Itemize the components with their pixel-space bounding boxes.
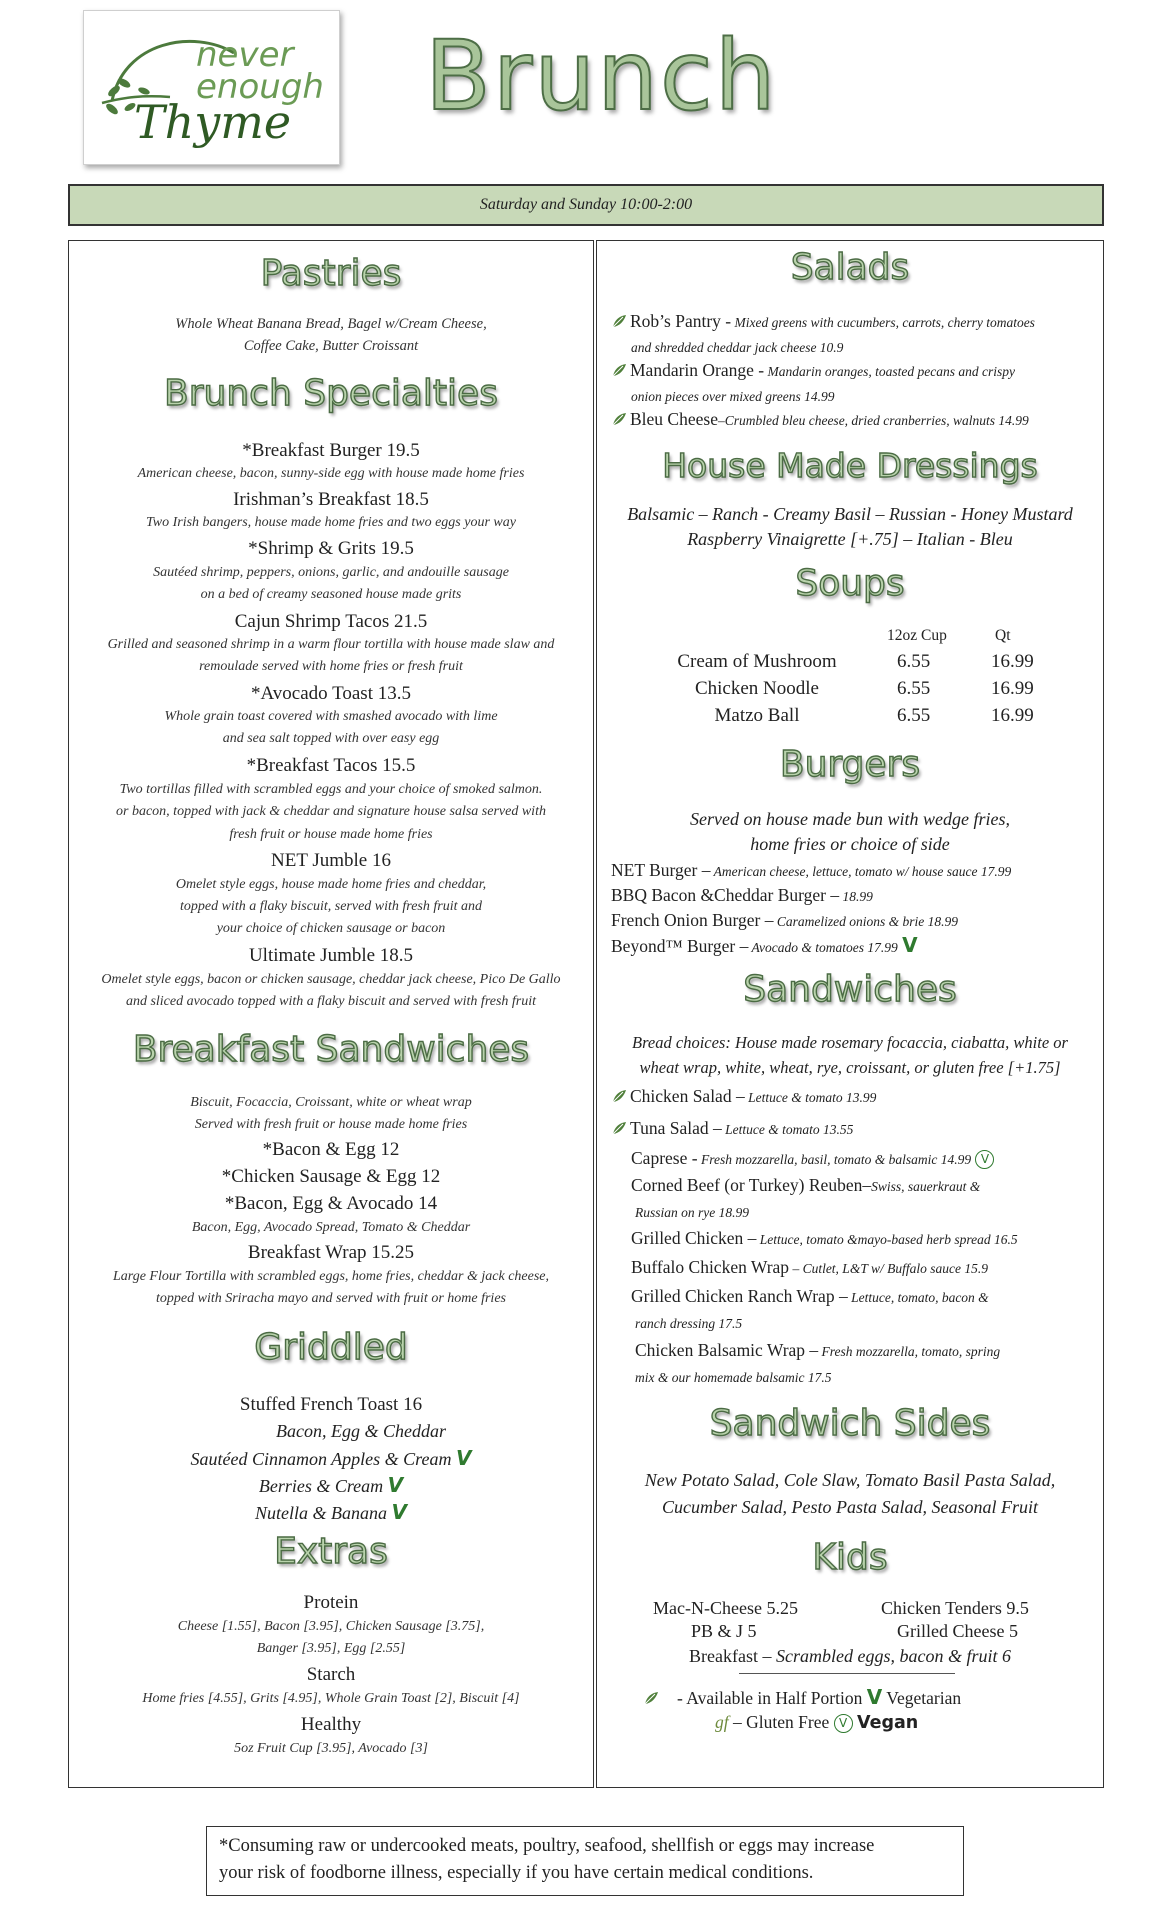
menu-item-desc: Grilled and seasoned shrimp in a warm flour tortilla with house made slaw and <box>107 637 555 652</box>
griddled-option <box>69 1500 593 1526</box>
griddled-heading: Griddled <box>254 1327 408 1368</box>
sandwich-desc-line <box>635 1199 1093 1225</box>
dressings-heading: House Made Dressings <box>662 446 1038 485</box>
disclaimer-line: your risk of foodborne illness, especially if you have certain medical conditions. <box>219 1863 814 1883</box>
menu-item-desc: Sautéed shrimp, peppers, onions, garlic, and andouille sausage <box>153 565 509 580</box>
menu-item-desc: Omelet style eggs, house made home fries and cheddar, <box>175 877 487 892</box>
burgers-intro: Served on house made bun with wedge fries, <box>690 809 1010 829</box>
sandwich-item <box>635 1338 1093 1364</box>
soup-cup-price: 6.55 <box>897 651 931 672</box>
sandwich-sides-heading: Sandwich Sides <box>709 1403 991 1444</box>
sandwich-name: Caprese - <box>631 1148 698 1168</box>
soup-cup-price: 6.55 <box>897 705 931 726</box>
menu-item-desc: fresh fruit or house made home fries <box>229 827 433 842</box>
sandwich-desc: Lettuce, tomato &mayo-based herb spread 16.5 <box>756 1232 1018 1247</box>
soup-qt-price: 16.99 <box>991 705 1034 726</box>
menu-item-desc: Whole grain toast covered with smashed avocado with lime <box>164 709 498 724</box>
extras-category: Protein <box>303 1592 359 1613</box>
vegan-icon: V <box>834 1714 853 1733</box>
burger-item <box>611 908 1093 934</box>
menu-item-name: *Breakfast Burger 19.5 <box>242 440 420 461</box>
half-portion-leaf-icon <box>611 313 627 329</box>
extras-desc: Cheese [1.55], Bacon [3.95], Chicken Sausage [3.75], <box>177 1619 485 1634</box>
menu-item-name: Irishman’s Breakfast 18.5 <box>233 489 429 510</box>
sandwich-desc: Fresh mozzarella, basil, tomato & balsamic 14.99 <box>697 1152 972 1167</box>
menu-item-desc: Two Irish bangers, house made home fries and two eggs your way <box>146 515 516 530</box>
soup-cup-price: 6.55 <box>897 678 931 699</box>
logo-text-enough: enough <box>196 67 324 107</box>
menu-item-name: *Avocado Toast 13.5 <box>251 683 411 704</box>
hours-banner: Saturday and Sunday 10:00-2:00 <box>68 184 1104 226</box>
salad-desc-line <box>631 334 1093 360</box>
sandwich-desc: Fresh mozzarella, tomato, spring <box>818 1344 1001 1359</box>
kids-item: Chicken Tenders 9.5 <box>881 1598 1029 1618</box>
burger-name: NET Burger – <box>611 860 711 880</box>
sandwich-item <box>631 1173 1093 1199</box>
menu-item-name: Cajun Shrimp Tacos 21.5 <box>234 611 428 632</box>
kids-item: Mac-N-Cheese 5.25 <box>653 1598 798 1618</box>
salads-heading: Salads <box>790 247 910 288</box>
disclaimer-line: *Consuming raw or undercooked meats, poultry, seafood, shellfish or eggs may increase <box>219 1836 875 1856</box>
griddled-option-text: Sautéed Cinnamon Apples & Cream <box>190 1449 452 1469</box>
vegetarian-icon: V <box>902 933 918 957</box>
extras-desc: Banger [3.95], Egg [2.55] <box>256 1641 406 1656</box>
menu-item-name: *Shrimp & Grits 19.5 <box>248 538 414 559</box>
menu-item-desc: Omelet style eggs, bacon or chicken sausage, cheddar jack cheese, Pico De Gallo <box>101 972 561 987</box>
menu-item-name: *Chicken Sausage & Egg 12 <box>221 1166 441 1187</box>
menu-item-name: *Breakfast Tacos 15.5 <box>246 755 416 776</box>
legend-row <box>715 1712 918 1733</box>
sides-line: New Potato Salad, Cole Slaw, Tomato Basil Pasta Salad, <box>644 1470 1056 1490</box>
menu-item-name: *Bacon, Egg & Avocado 14 <box>224 1193 438 1214</box>
griddled-option-text: Nutella & Banana <box>255 1503 387 1523</box>
sandwich-desc: Lettuce & tomato 13.99 <box>744 1090 877 1105</box>
soup-col-header: 12oz Cup <box>887 627 947 644</box>
soup-name: Cream of Mushroom <box>677 651 837 672</box>
foodborne-illness-disclaimer <box>206 1826 964 1896</box>
sandwich-item <box>611 1084 1093 1110</box>
sandwich-item <box>631 1226 1093 1252</box>
menu-item-name: Breakfast Wrap 15.25 <box>247 1242 415 1263</box>
pastries-line-2: Coffee Cake, Butter Croissant <box>243 338 419 354</box>
soup-name: Matzo Ball <box>714 705 800 726</box>
burger-name: Beyond™ Burger – <box>611 936 749 956</box>
menu-item-name: NET Jumble 16 <box>271 850 391 871</box>
divider <box>739 1673 955 1674</box>
vegetarian-icon: V <box>391 1500 407 1524</box>
menu-item-desc: and sliced avocado topped with a flaky biscuit and served with fresh fruit <box>125 994 537 1009</box>
salad-desc: onion pieces over mixed greens 14.99 <box>631 389 835 404</box>
menu-item-desc: American cheese, bacon, sunny-side egg with house made home fries <box>137 466 525 481</box>
griddled-option-text: Berries & Cream <box>258 1476 384 1496</box>
burger-desc: American cheese, lettuce, tomato w/ house sauce 17.99 <box>710 864 1012 879</box>
dressings-line: Balsamic – Ranch - Creamy Basil – Russian - Honey Mustard <box>627 504 1073 524</box>
sandwich-desc: Russian on rye 18.99 <box>635 1205 749 1220</box>
salad-item <box>611 358 1093 384</box>
right-column <box>596 240 1104 1788</box>
salad-desc-line <box>631 383 1093 409</box>
sandwich-desc-line <box>635 1364 1093 1390</box>
soup-col-header: Qt <box>995 627 1011 644</box>
legend-vegan: Vegan <box>856 1713 919 1733</box>
kids-heading: Kids <box>812 1537 888 1578</box>
breakfast-sandwiches-heading: Breakfast Sandwiches <box>132 1029 530 1070</box>
menu-item-desc: or bacon, topped with jack & cheddar and signature house salsa served with <box>116 804 546 819</box>
sandwich-name: Grilled Chicken Ranch Wrap – <box>631 1286 848 1306</box>
sandwich-name: Chicken Salad – <box>630 1086 745 1106</box>
burger-desc: Avocado & tomatoes 17.99 <box>748 940 898 955</box>
menu-item-desc: your choice of chicken sausage or bacon <box>216 921 446 936</box>
sandwich-desc: ranch dressing 17.5 <box>635 1316 743 1331</box>
legend-half-portion: - Available in Half Portion <box>677 1688 863 1708</box>
menu-item-desc: and sea salt topped with over easy egg <box>222 731 440 746</box>
sandwich-item <box>631 1255 1093 1281</box>
burger-desc: Caramelized onions & brie 18.99 <box>773 914 958 929</box>
gluten-free-icon: gf <box>715 1712 729 1732</box>
vegan-icon: V <box>975 1150 994 1169</box>
sandwich-desc: Lettuce & tomato 13.55 <box>721 1122 854 1137</box>
salad-desc: Mixed greens with cucumbers, carrots, cherry tomatoes <box>731 315 1035 330</box>
burger-item <box>611 858 1093 884</box>
menu-item-desc: topped with Sriracha mayo and served with fruit or home fries <box>156 1291 506 1306</box>
sandwich-desc: mix & our homemade balsamic 17.5 <box>635 1370 832 1385</box>
vegetarian-icon: V <box>866 1685 883 1709</box>
logo <box>83 10 340 165</box>
burger-item <box>611 933 1093 960</box>
burger-name: BBQ Bacon &Cheddar Burger – <box>611 885 840 905</box>
logo-text-never: never <box>196 35 294 75</box>
sandwich-name: Tuna Salad – <box>630 1118 722 1138</box>
breakfast-sandwiches-intro: Biscuit, Focaccia, Croissant, white or wheat wrap <box>190 1095 472 1110</box>
kids-item-desc: Scrambled eggs, bacon & fruit 6 <box>771 1646 1011 1666</box>
salad-name: Rob’s Pantry - <box>630 311 732 331</box>
salad-item <box>611 407 1093 433</box>
sandwich-item <box>631 1146 1093 1172</box>
sandwich-name: Buffalo Chicken Wrap <box>631 1257 790 1277</box>
menu-item-name: *Bacon & Egg 12 <box>262 1139 400 1160</box>
sandwich-item <box>631 1284 1093 1310</box>
sandwich-desc: – Cutlet, L&T w/ Buffalo sauce 15.9 <box>789 1261 988 1276</box>
menu-item-desc: Two tortillas filled with scrambled eggs and your choice of smoked salmon. <box>119 782 543 797</box>
extras-heading: Extras <box>274 1531 388 1572</box>
breakfast-sandwiches-intro: Served with fresh fruit or house made home fries <box>194 1117 468 1132</box>
extras-desc: 5oz Fruit Cup [3.95], Avocado [3] <box>234 1741 428 1756</box>
menu-item-name: Ultimate Jumble 18.5 <box>248 945 414 966</box>
burger-item <box>611 883 1093 909</box>
soup-qt-price: 16.99 <box>991 651 1034 672</box>
sandwich-desc: Swiss, sauerkraut & <box>871 1179 981 1194</box>
vegetarian-icon: V <box>387 1473 404 1497</box>
griddled-option <box>69 1473 593 1499</box>
menu-item-desc: Bacon, Egg, Avocado Spread, Tomato & Cheddar <box>191 1220 471 1235</box>
menu-item-name: Stuffed French Toast 16 <box>239 1394 423 1415</box>
extras-category: Starch <box>306 1664 356 1685</box>
salad-desc: Mandarin oranges, toasted pecans and crispy <box>764 364 1015 379</box>
vegetarian-icon: V <box>456 1446 472 1470</box>
sandwich-name: Corned Beef (or Turkey) Reuben– <box>631 1175 872 1195</box>
brunch-specialties-heading: Brunch Specialties <box>164 373 498 414</box>
legend-vegetarian: Vegetarian <box>886 1688 962 1708</box>
burgers-heading: Burgers <box>779 744 921 785</box>
menu-item-desc: on a bed of creamy seasoned house made grits <box>200 587 462 602</box>
salad-name: Mandarin Orange - <box>630 360 765 380</box>
sandwich-desc: Lettuce, tomato, bacon & <box>847 1290 989 1305</box>
burger-desc: 18.99 <box>839 889 873 904</box>
sandwich-item <box>611 1116 1093 1142</box>
kids-item: Grilled Cheese 5 <box>897 1621 1018 1641</box>
soup-name: Chicken Noodle <box>694 678 819 699</box>
salad-name: Bleu Cheese <box>630 409 718 429</box>
half-portion-leaf-icon <box>611 362 627 378</box>
logo-text-thyme: Thyme <box>134 95 292 149</box>
burger-name: French Onion Burger – <box>611 910 774 930</box>
dressings-line: Raspberry Vinaigrette [+.75] – Italian - Bleu <box>687 529 1013 549</box>
half-portion-leaf-icon <box>611 1088 627 1104</box>
kids-item: PB & J 5 <box>691 1621 757 1641</box>
griddled-option: Bacon, Egg & Cheddar <box>276 1421 446 1441</box>
burgers-intro: home fries or choice of side <box>750 834 950 854</box>
sandwiches-heading: Sandwiches <box>743 969 957 1010</box>
half-portion-leaf-icon <box>611 1120 627 1136</box>
griddled-option <box>69 1446 593 1472</box>
extras-desc: Home fries [4.55], Grits [4.95], Whole Grain Toast [2], Biscuit [4] <box>142 1691 520 1706</box>
sandwiches-intro: wheat wrap, white, wheat, rye, croissant, or gluten free [+1.75] <box>639 1058 1061 1077</box>
menu-item-desc: remoulade served with home fries or fresh fruit <box>199 659 463 674</box>
salad-desc: –Crumbled bleu cheese, dried cranberries, walnuts 14.99 <box>717 413 1029 428</box>
salad-item <box>611 309 1093 335</box>
menu-item-desc: topped with a flaky biscuit, served with fresh fruit and <box>179 899 482 914</box>
soup-qt-price: 16.99 <box>991 678 1034 699</box>
kids-item <box>597 1646 1103 1667</box>
extras-category: Healthy <box>300 1714 362 1735</box>
menu-item-desc: Large Flour Tortilla with scrambled eggs, home fries, cheddar & jack cheese, <box>112 1269 550 1284</box>
pastries-heading: Pastries <box>260 253 402 294</box>
page-title: Brunch <box>425 20 778 132</box>
legend-row <box>643 1685 961 1709</box>
half-portion-leaf-icon <box>611 411 627 427</box>
left-column <box>68 240 594 1788</box>
sandwich-name: Grilled Chicken – <box>631 1228 757 1248</box>
sandwich-name: Chicken Balsamic Wrap – <box>635 1340 819 1360</box>
sides-line: Cucumber Salad, Pesto Pasta Salad, Seasonal Fruit <box>662 1497 1038 1517</box>
kids-item-name: Breakfast – <box>689 1646 772 1666</box>
legend-gluten-free: – Gluten Free <box>733 1712 830 1732</box>
sandwiches-intro: Bread choices: House made rosemary focaccia, ciabatta, white or <box>632 1033 1068 1052</box>
salad-desc: and shredded cheddar jack cheese 10.9 <box>631 340 844 355</box>
soups-heading: Soups <box>795 563 905 604</box>
half-portion-leaf-icon <box>643 1690 659 1706</box>
sandwich-desc-line <box>635 1310 1093 1336</box>
pastries-line-1: Whole Wheat Banana Bread, Bagel w/Cream Cheese, <box>175 316 487 332</box>
